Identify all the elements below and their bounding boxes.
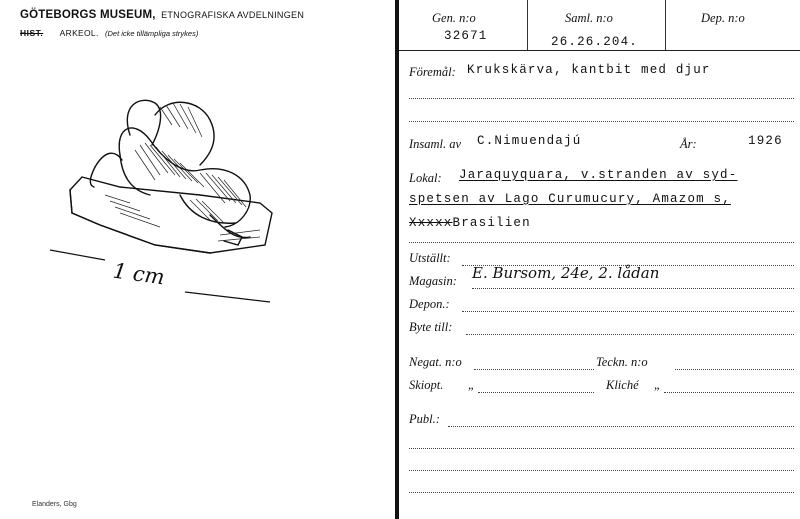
blank-line — [409, 242, 794, 243]
blank-line — [409, 492, 794, 493]
section-line — [20, 28, 198, 38]
blank-line — [478, 392, 594, 393]
instruction-note: (Det icke tillämpliga strykes) — [104, 29, 199, 38]
skiopt-ditto: „ — [468, 378, 475, 392]
byte-label: Byte till: — [409, 320, 453, 334]
printer-credit: Elanders, Gbg — [32, 501, 77, 508]
museum-name: GÖTEBORGS MUSEUM, — [20, 9, 156, 21]
blank-line — [675, 369, 794, 370]
card-left-border — [395, 0, 399, 519]
lokal-line-1: Jaraquyquara, v.stranden av syd- — [459, 168, 738, 182]
depon-label: Depon.: — [409, 297, 450, 311]
publ-label: Publ.: — [409, 412, 440, 426]
lokal-label: Lokal: — [409, 171, 442, 185]
gen-label: Gen. n:o — [432, 11, 476, 25]
blank-line — [474, 369, 594, 370]
struck-section: HIST. — [20, 28, 44, 38]
blank-line — [448, 426, 794, 427]
scale-label: 1 cm — [111, 258, 167, 290]
blank-line — [472, 288, 794, 289]
kliche-ditto: „ — [654, 378, 661, 392]
dep-label: Dep. n:o — [701, 11, 745, 25]
gen-value: 32671 — [444, 29, 488, 43]
skiopt-label: Skiopt. — [409, 378, 444, 392]
utstallt-label: Utställt: — [409, 251, 451, 265]
country-value: Brasilien — [452, 216, 531, 230]
scale-bar — [45, 240, 285, 310]
blank-line — [466, 334, 794, 335]
kliche-label: Kliché — [606, 378, 639, 392]
foremal-label: Föremål: — [409, 65, 456, 79]
saml-label: Saml. n:o — [565, 11, 613, 25]
header-rule — [399, 50, 800, 51]
magasin-label: Magasin: — [409, 274, 457, 288]
col-divider — [665, 0, 666, 50]
lokal-line-2: spetsen av Lago Curumucury, Amazom s, — [409, 192, 731, 206]
saml-value: 26.26.204. — [551, 35, 639, 49]
blank-line — [409, 98, 794, 99]
magasin-value: E. Bursom, 24e, 2. lådan — [472, 264, 660, 282]
teckn-label: Teckn. n:o — [596, 355, 648, 369]
foremal-value: Krukskärva, kantbit med djur — [467, 63, 711, 77]
museum-header — [20, 9, 304, 21]
struck-word: Xxxxx — [409, 216, 453, 230]
ar-value: 1926 — [748, 134, 783, 148]
negat-label: Negat. n:o — [409, 355, 462, 369]
blank-line — [664, 392, 794, 393]
insaml-value: C.Nimuendajú — [477, 134, 582, 148]
department-name: ETNOGRAFISKA AVDELNINGEN — [161, 10, 305, 20]
blank-line — [409, 121, 794, 122]
ar-label: År: — [680, 137, 697, 151]
insaml-label: Insaml. av — [409, 137, 462, 151]
blank-line — [409, 448, 794, 449]
col-divider — [527, 0, 528, 50]
archaeology-section: ARKEOL. — [59, 28, 99, 38]
lokal-line-3 — [409, 216, 531, 230]
blank-line — [409, 470, 794, 471]
blank-line — [462, 311, 794, 312]
